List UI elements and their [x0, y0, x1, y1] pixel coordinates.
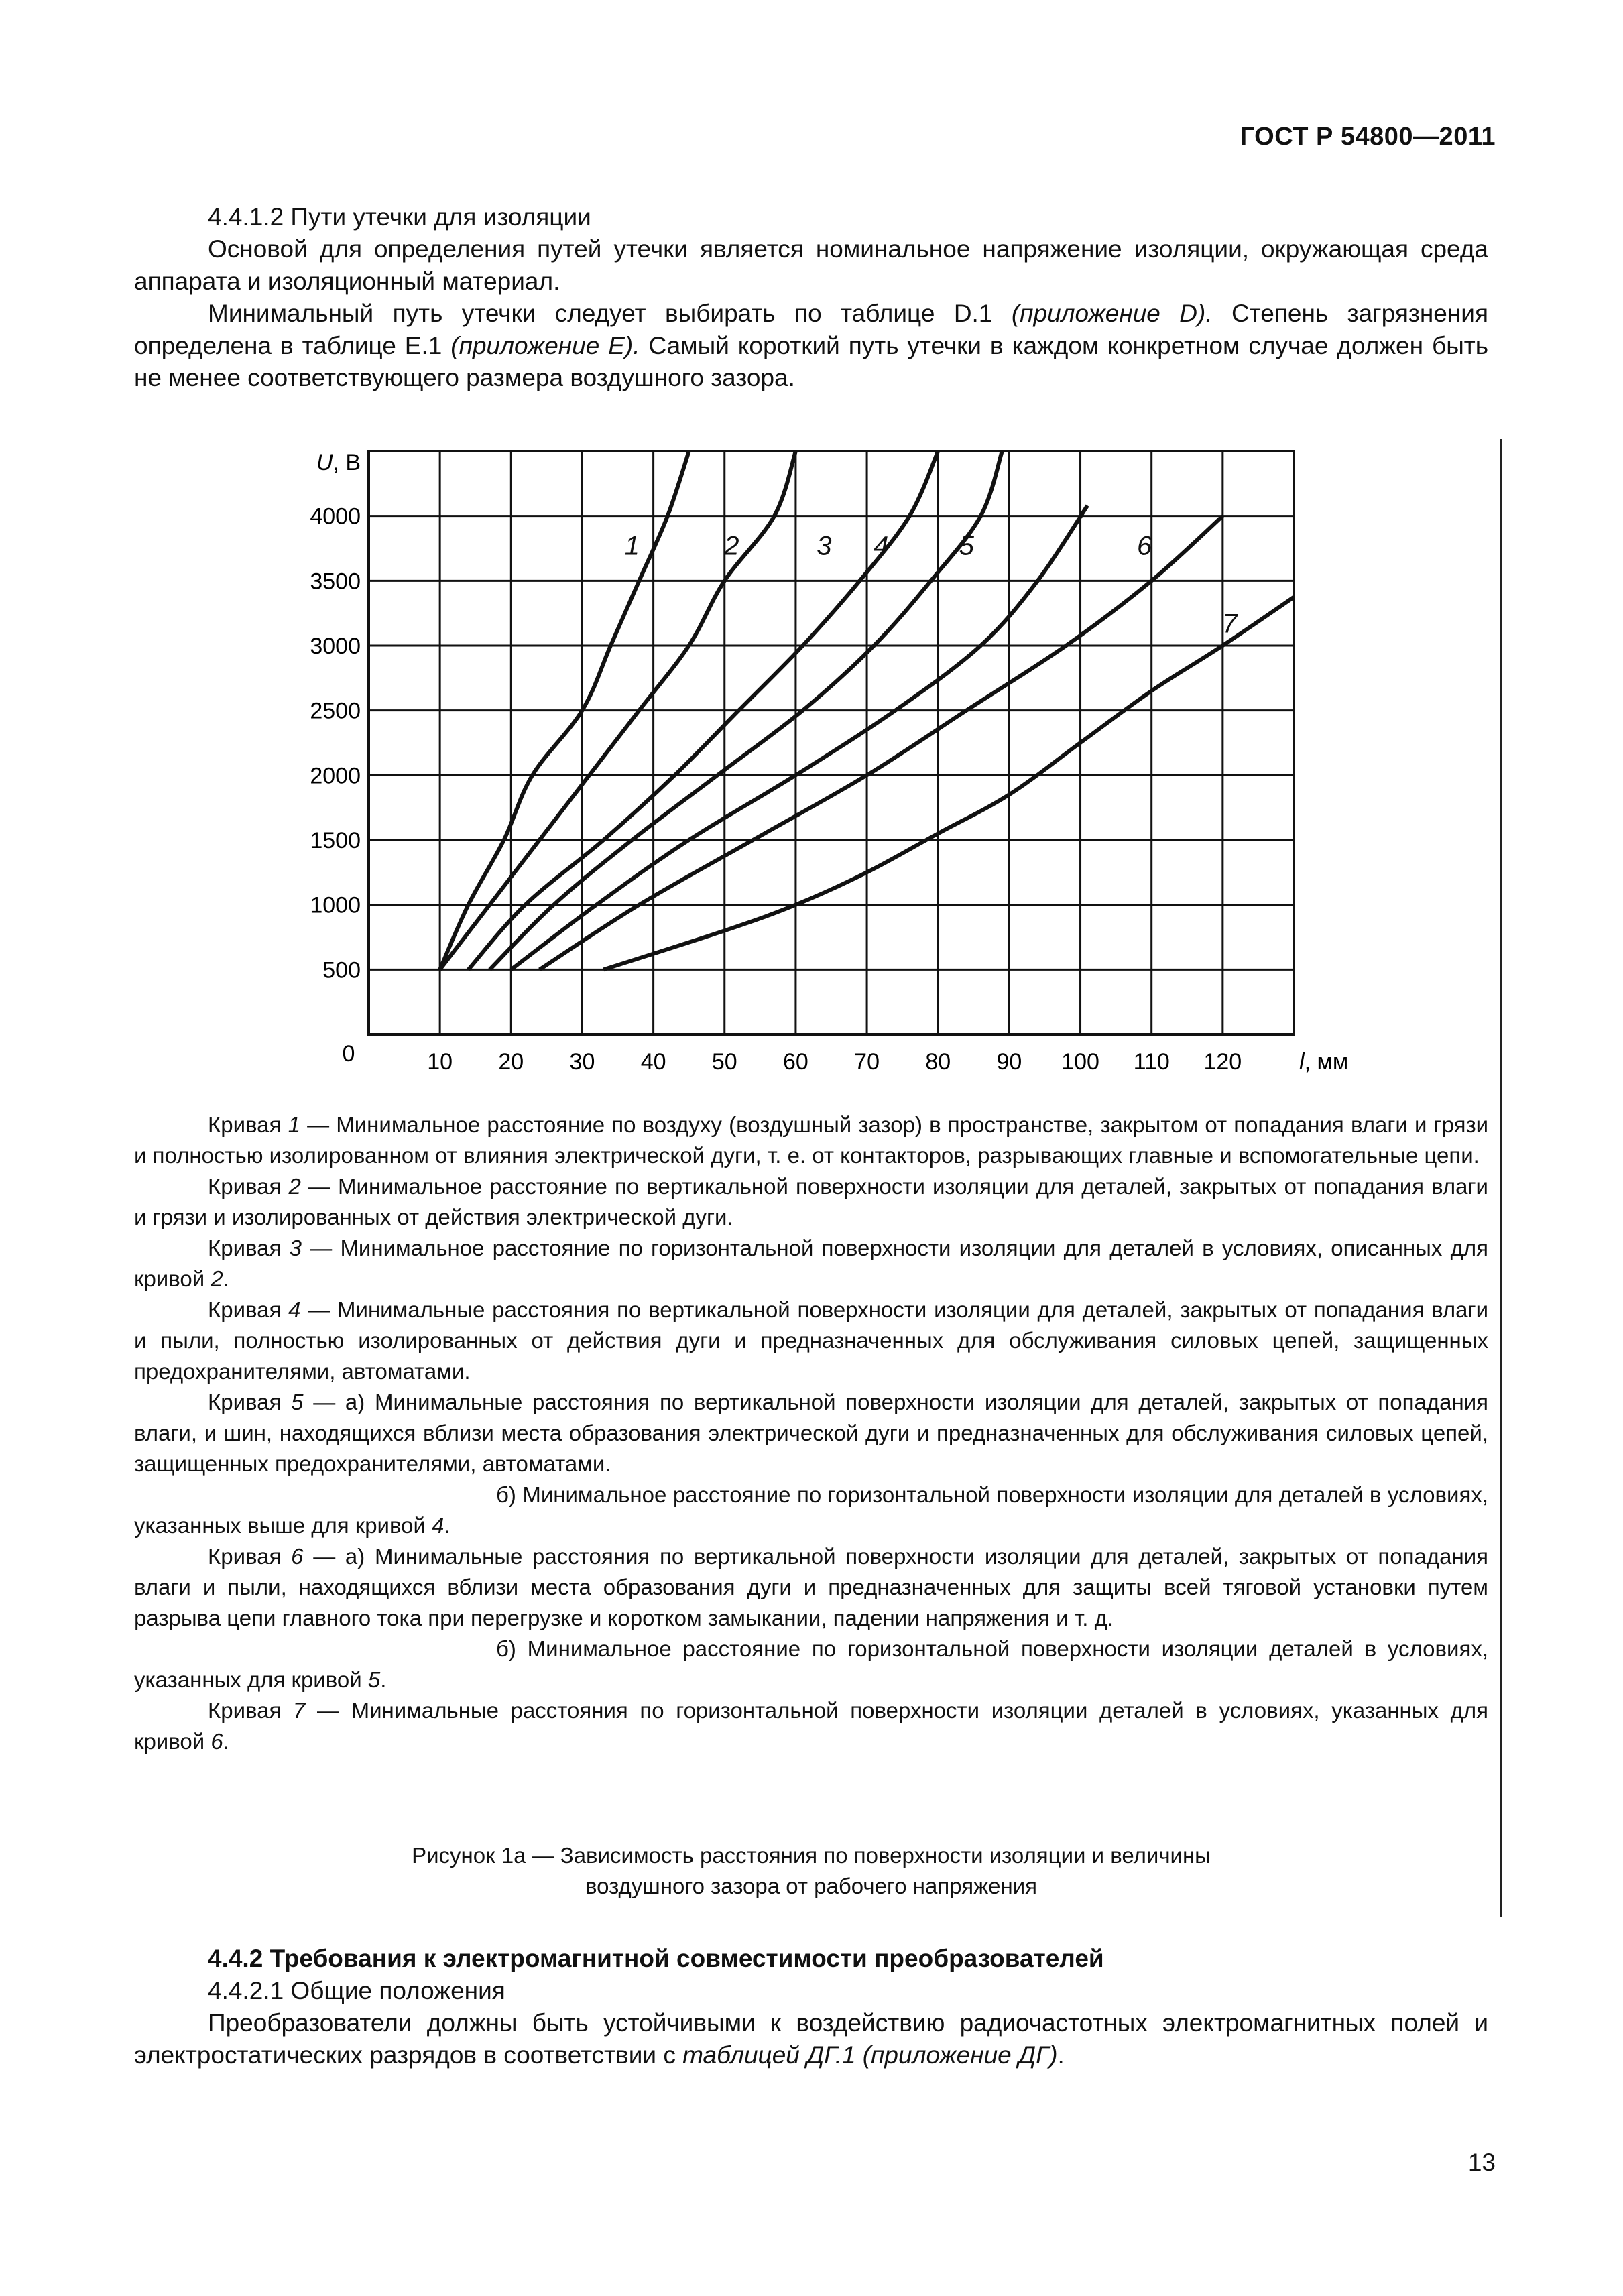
chart-svg — [288, 439, 1349, 1083]
note-curve-4: Кривая 4 — Минимальные расстояния по вертикальной поверхности изоляции для деталей, закрытых от попадания влаги и пыли, полностью изолированных от действия дуги и предназначенных для обслуживания силовых цепей, защищенных предохранителями, автоматами. — [134, 1297, 1489, 1384]
x-tick-label: 20 — [498, 1049, 524, 1075]
x-tick-label: 90 — [996, 1049, 1022, 1075]
x-tick-label: 60 — [783, 1049, 808, 1075]
section-paragraph: Преобразователи должны быть устойчивыми к воздействию радиочастотных электромагнитных полей и электростатических разрядов в соответствии с таблицей ДГ.1 (приложение ДГ). — [134, 2009, 1488, 2069]
y-tick-label: 3000 — [310, 633, 361, 659]
intro-paragraph-1: Основой для определения путей утечки является номинальное напряжение изоляции, окружающая среда аппарата и изоляционный материал. — [134, 235, 1488, 295]
y-tick-label: 3500 — [310, 568, 361, 595]
curve-notes — [134, 1109, 1488, 1757]
p2-part-c: Степень загрязнения определена в таблице E.1 — [134, 300, 1488, 359]
note-curve-5a: Кривая 5 — а) Минимальные расстояния по вертикальной поверхности изоляции для деталей, закрытых от попадания влаги, и шин, находящихся вблизи места образования электрической дуги и предназначенных для обслуживания силовых цепей, защищенных предохранителями, автоматами. — [134, 1390, 1488, 1476]
y-tick-label: 1500 — [310, 828, 361, 853]
x-tick-label: 50 — [711, 1049, 737, 1075]
curve-label-7: 7 — [1222, 609, 1238, 639]
curve-6 — [540, 516, 1223, 970]
x-tick-label: 10 — [427, 1049, 453, 1075]
y-tick-label: 4000 — [310, 503, 361, 530]
x-tick-label: 70 — [854, 1049, 880, 1075]
x-tick-label: 110 — [1133, 1049, 1170, 1075]
p2-part-e: Самый короткий путь утечки в каждом конкретном случае должен быть не менее соответствующего размера воздушного зазора. — [134, 332, 1489, 391]
x-tick-label: 40 — [640, 1049, 666, 1075]
y-tick-label: 1000 — [310, 892, 361, 918]
y-tick-label: 500 — [322, 957, 361, 983]
section-subheading: 4.4.2.1 Общие положения — [208, 1977, 505, 2004]
note-curve-6a: Кривая 6 — а) Минимальные расстояния по вертикальной поверхности изоляции для деталей, закрытых от попадания влаги и пыли, находящихся вблизи места образования дуги и предназначенных для защиты всей тяговой установки путем разрыва цепи главного тока при перегрузке и коротком замыкании, падении напряжения и т. д. — [134, 1544, 1488, 1630]
p2-ref-e: (приложение E). — [450, 332, 640, 359]
y-tick-label: 2500 — [310, 698, 361, 724]
note-curve-2: Кривая 2 — Минимальное расстояние по вертикальной поверхности изоляции для деталей, закрытых от попадания влаги и грязи и изолированных от действия электрической дуги. — [134, 1174, 1488, 1229]
note-curve-7: Кривая 7 — Минимальные расстояния по горизонтальной поверхности изоляции деталей в условиях, указанных для кривой 6. — [134, 1698, 1488, 1754]
page-number: 13 — [1467, 2149, 1496, 2176]
curve-label-2: 2 — [724, 531, 739, 561]
x-tick-label: 30 — [569, 1049, 595, 1075]
intro-section — [134, 201, 1488, 394]
figure-caption-line-2: воздушного зазора от рабочего напряжения — [585, 1874, 1038, 1898]
x-tick-label: 80 — [925, 1049, 951, 1075]
margin-line — [1500, 439, 1502, 1917]
note-curve-6b: б) Минимальное расстояние по горизонтальной поверхности изоляции деталей в условиях, указанных для кривой 5. — [134, 1636, 1488, 1692]
section-heading: 4.4.2 Требования к электромагнитной совместимости преобразователей — [208, 1945, 1104, 1972]
emc-section — [134, 1943, 1488, 2071]
intro-paragraph-2 — [134, 298, 1488, 394]
document-header: ГОСТ Р 54800—2011 — [1240, 123, 1496, 151]
voltage-distance-chart — [288, 439, 1349, 1083]
subsection-heading: 4.4.1.2 Пути утечки для изоляции — [208, 203, 591, 231]
x-tick-label: 120 — [1203, 1049, 1242, 1075]
curve-label-3: 3 — [817, 531, 832, 561]
y-axis-label: U, В — [316, 450, 361, 475]
curve-5 — [511, 505, 1087, 969]
x-tick-label: 100 — [1061, 1049, 1099, 1075]
note-curve-5b: б) Минимальное расстояние по горизонтальной поверхности изоляции для деталей в условиях, указанных выше для кривой 4. — [134, 1482, 1488, 1538]
y-tick-label: 2000 — [310, 763, 361, 789]
p2-part-a: Минимальный путь утечки следует выбирать по таблице D.1 — [208, 300, 1012, 327]
curve-label-1: 1 — [624, 531, 640, 561]
curve-label-5: 5 — [959, 531, 974, 561]
figure-caption-line-1: Рисунок 1а — Зависимость расстояния по поверхности изоляции и величины — [412, 1843, 1211, 1868]
curve-label-6: 6 — [1136, 531, 1152, 561]
curve-label-4: 4 — [874, 531, 889, 561]
note-curve-1: Кривая 1 — Минимальное расстояние по воздуху (воздушный зазор) в пространстве, закрытом от попадания влаги и грязи и полностью изолированном от влияния электрической дуги, т. е. от контакторов, разрывающих главные и вспомогательные цепи. — [134, 1112, 1489, 1168]
x-axis-label: l, мм — [1299, 1049, 1349, 1075]
figure-caption — [134, 1840, 1488, 1902]
note-curve-3: Кривая 3 — Минимальное расстояние по горизонтальной поверхности изоляции для деталей в условиях, описанных для кривой 2. — [134, 1235, 1488, 1291]
p2-ref-d: (приложение D). — [1011, 300, 1213, 327]
origin-label: 0 — [342, 1041, 355, 1067]
